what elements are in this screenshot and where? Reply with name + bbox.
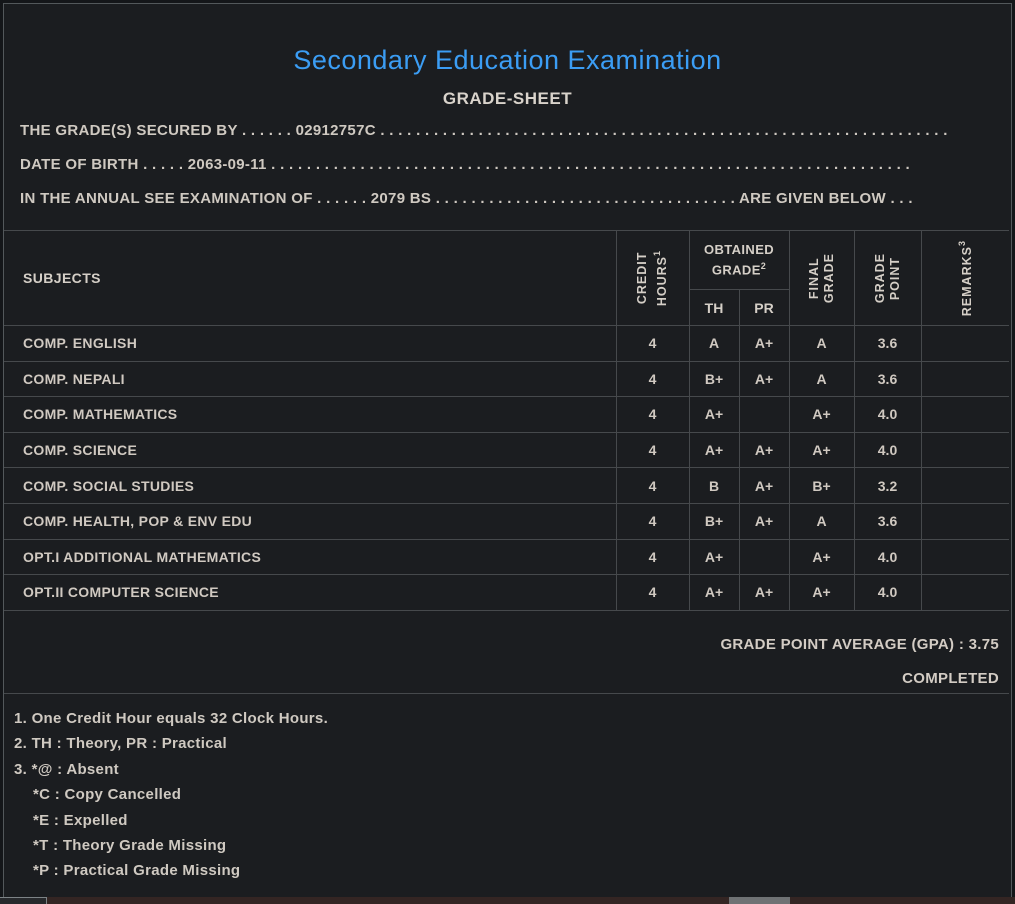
grade-point-cell: 3.2 <box>854 468 921 504</box>
final-grade-cell: A+ <box>789 539 854 575</box>
dot-leader: . . . . . . <box>241 122 292 139</box>
date-of-birth-value: 2063-09-11 <box>187 156 267 173</box>
theory-grade-cell: A+ <box>689 432 739 468</box>
theory-header: TH <box>689 290 739 326</box>
remarks-cell <box>921 432 1009 468</box>
table-row <box>4 575 1009 611</box>
footnote-absent: 3. *@ : Absent <box>14 760 119 778</box>
grade-point-cell: 4.0 <box>854 432 921 468</box>
credit-cell: 4 <box>616 539 689 575</box>
grade-point-cell: 3.6 <box>854 326 921 362</box>
table-row <box>4 432 1009 468</box>
table-row <box>4 503 1009 539</box>
credit-cell: 4 <box>616 503 689 539</box>
subject-cell: COMP. SOCIAL STUDIES <box>4 468 616 504</box>
credit-hours-header: CREDIT HOURS$^1$ <box>616 231 689 326</box>
obtained-grade-header: OBTAINED GRADE$^2$ <box>689 231 789 290</box>
credit-cell: 4 <box>616 575 689 611</box>
theory-grade-cell: B+ <box>689 503 739 539</box>
gpa-label: GRADE POINT AVERAGE (GPA) : <box>720 636 965 653</box>
final-grade-cell: A <box>789 326 854 362</box>
theory-grade-cell: B <box>689 468 739 504</box>
practical-grade-cell <box>739 397 789 433</box>
scrollbar-corner <box>0 897 47 904</box>
dot-leader: . . . . . . . . . . . . . . . . . . . . . . . . . . . . . . . . . . <box>435 190 736 207</box>
practical-grade-cell: A+ <box>739 432 789 468</box>
final-grade-cell: B+ <box>789 468 854 504</box>
remarks-cell <box>921 468 1009 504</box>
exam-year-suffix: ARE GIVEN BELOW . . . <box>738 190 913 207</box>
final-grade-cell: A <box>789 503 854 539</box>
footnote-divider <box>4 693 1009 694</box>
theory-grade-cell: A+ <box>689 575 739 611</box>
theory-grade-cell: A <box>689 326 739 362</box>
subject-cell: OPT.II COMPUTER SCIENCE <box>4 575 616 611</box>
subject-cell: COMP. HEALTH, POP & ENV EDU <box>4 503 616 539</box>
final-grade-header: FINAL GRADE <box>789 231 854 326</box>
candidate-symbol-number: 02912757C <box>295 122 376 139</box>
dot-leader: . . . . . <box>143 156 184 173</box>
gpa-line <box>720 636 999 654</box>
dot-leader: . . . . . . . . . . . . . . . . . . . . . . . . . . . . . . . . . . . . . . . . . . . . . . . . . . . . . . . . . . . . . . . . . . . . . . . . <box>271 156 911 173</box>
grade-sheet-page <box>3 3 1012 902</box>
gpa-value: 3.75 <box>968 636 999 653</box>
remarks-header: REMARKS$^3$ <box>921 231 1009 326</box>
exam-year-value: 2079 BS <box>370 190 432 207</box>
dot-leader: . . . . . . <box>317 190 367 207</box>
summary-block <box>720 636 999 688</box>
subject-cell: OPT.I ADDITIONAL MATHEMATICS <box>4 539 616 575</box>
remarks-cell <box>921 361 1009 397</box>
footnote-th-pr: 2. TH : Theory, PR : Practical <box>14 735 227 753</box>
grade-table <box>4 230 1009 611</box>
footnote-expelled: *E : Expelled <box>33 811 128 829</box>
scrollbar-thumb[interactable] <box>729 897 790 904</box>
table-row <box>4 468 1009 504</box>
practical-grade-cell: A+ <box>739 361 789 397</box>
table-row <box>4 539 1009 575</box>
remarks-cell <box>921 397 1009 433</box>
practical-grade-cell: A+ <box>739 503 789 539</box>
credit-cell: 4 <box>616 361 689 397</box>
table-header-row <box>4 231 1009 290</box>
info-line-secured-by <box>20 122 1002 140</box>
grade-point-cell: 4.0 <box>854 575 921 611</box>
credit-cell: 4 <box>616 326 689 362</box>
status-text: COMPLETED <box>902 670 999 687</box>
subjects-header: SUBJECTS <box>4 231 616 326</box>
info-line-exam-year <box>20 190 1002 208</box>
remarks-cell <box>921 539 1009 575</box>
date-of-birth-label: DATE OF BIRTH <box>20 156 139 173</box>
remarks-cell <box>921 326 1009 362</box>
theory-grade-cell: B+ <box>689 361 739 397</box>
grade-point-cell: 4.0 <box>854 539 921 575</box>
grade-point-cell: 3.6 <box>854 503 921 539</box>
practical-grade-cell: A+ <box>739 326 789 362</box>
footnote-copy-cancelled: *C : Copy Cancelled <box>33 786 182 804</box>
footnotes <box>4 706 1009 884</box>
credit-cell: 4 <box>616 397 689 433</box>
table-row <box>4 397 1009 433</box>
practical-header: PR <box>739 290 789 326</box>
subject-cell: COMP. NEPALI <box>4 361 616 397</box>
footnote-practical-missing: *P : Practical Grade Missing <box>33 862 241 880</box>
table-row <box>4 361 1009 397</box>
info-line-date-of-birth <box>20 156 1002 174</box>
practical-grade-cell <box>739 539 789 575</box>
grade-point-header: GRADE POINT <box>854 231 921 326</box>
subject-cell: COMP. SCIENCE <box>4 432 616 468</box>
secured-by-label: THE GRADE(S) SECURED BY <box>20 122 238 139</box>
page-subtitle: GRADE-SHEET <box>442 89 573 108</box>
credit-cell: 4 <box>616 468 689 504</box>
practical-grade-cell: A+ <box>739 575 789 611</box>
final-grade-cell: A+ <box>789 397 854 433</box>
grade-point-cell: 4.0 <box>854 397 921 433</box>
exam-year-label: IN THE ANNUAL SEE EXAMINATION OF <box>20 190 313 207</box>
practical-grade-cell: A+ <box>739 468 789 504</box>
page-title: Secondary Education Examination <box>293 45 722 75</box>
theory-grade-cell: A+ <box>689 397 739 433</box>
remarks-cell <box>921 575 1009 611</box>
remarks-cell <box>921 503 1009 539</box>
final-grade-cell: A+ <box>789 575 854 611</box>
subject-cell: COMP. MATHEMATICS <box>4 397 616 433</box>
final-grade-cell: A <box>789 361 854 397</box>
footnote-theory-missing: *T : Theory Grade Missing <box>33 837 227 855</box>
grade-point-cell: 3.6 <box>854 361 921 397</box>
final-grade-cell: A+ <box>789 432 854 468</box>
horizontal-scrollbar[interactable] <box>0 897 1015 904</box>
credit-cell: 4 <box>616 432 689 468</box>
dot-leader: . . . . . . . . . . . . . . . . . . . . . . . . . . . . . . . . . . . . . . . . . . . . . . . . . . . . . . . . . . . . . . . . <box>380 122 948 139</box>
theory-grade-cell: A+ <box>689 539 739 575</box>
subject-cell: COMP. ENGLISH <box>4 326 616 362</box>
footnote-credit-hour: 1. One Credit Hour equals 32 Clock Hours. <box>14 710 329 727</box>
table-row <box>4 326 1009 362</box>
